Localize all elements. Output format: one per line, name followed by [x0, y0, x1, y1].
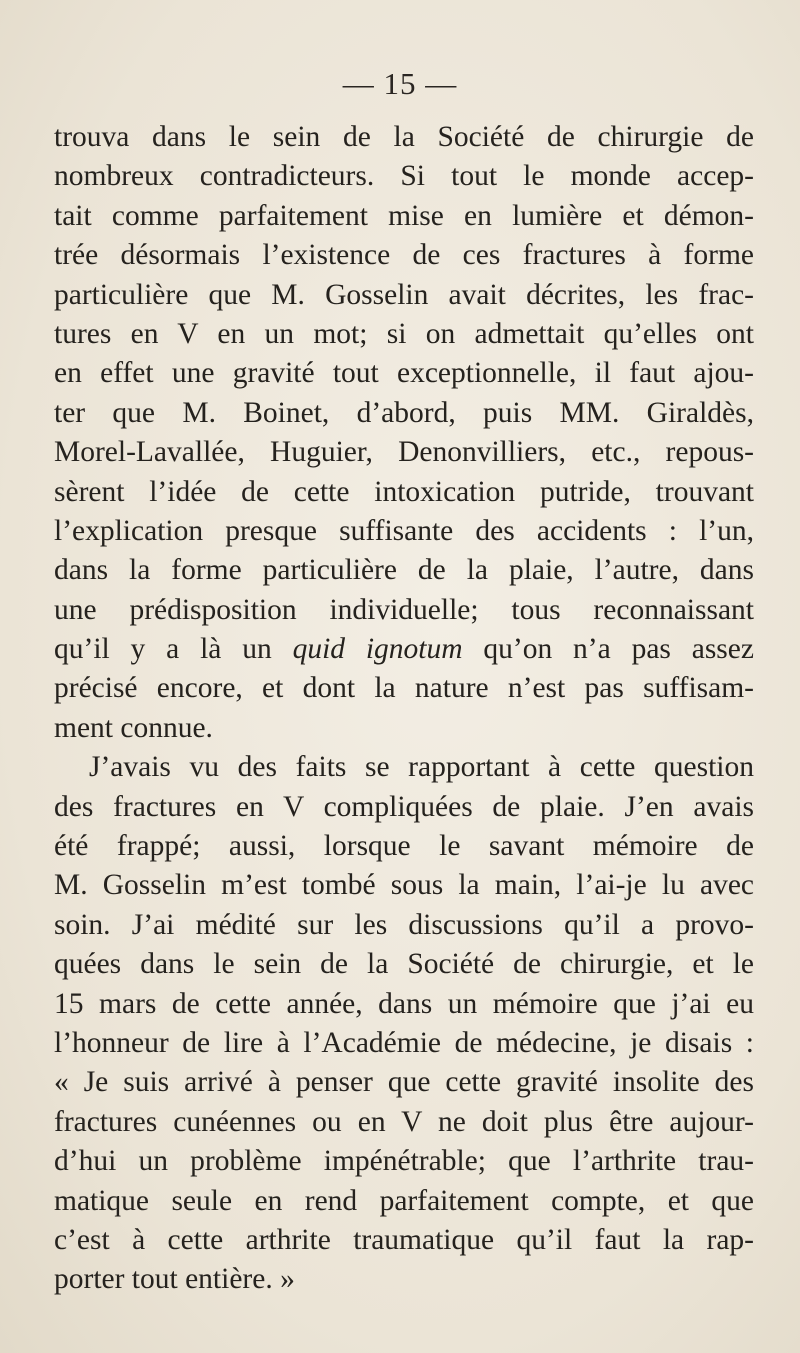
text-line: nombreux contradicteurs. Si tout le monde accep- [54, 160, 754, 193]
text-line: en effet une gravité tout exceptionnelle, il faut ajou- [54, 357, 754, 390]
text-line: été frappé; aussi, lorsque le savant mémoire de [54, 830, 754, 863]
text-line: trée désormais l’existence de ces fractures à forme [54, 239, 754, 272]
text-line: soin. J’ai médité sur les discussions qu’il a provo- [54, 908, 754, 941]
text-line-quid-ignotum [54, 630, 754, 669]
text-line: sèrent l’idée de cette intoxication putride, trouvant [54, 475, 754, 508]
text-line: précisé encore, et dont la nature n’est pas suffisam- [54, 672, 754, 705]
text-line: une prédisposition individuelle; tous reconnaissant [54, 593, 754, 626]
quote-line: « Je suis arrivé à penser que cette gravité insolite des [54, 1066, 754, 1099]
quote-line: matique seule en rend parfaitement compte, et que [54, 1184, 754, 1217]
text-line: quées dans le sein de la Société de chirurgie, et le [54, 948, 754, 981]
page-number: — 15 — [342, 66, 458, 101]
paragraph-start-line: J’avais vu des faits se rapportant à cette question [89, 751, 754, 784]
body-text [54, 118, 754, 1300]
text-line: particulière que M. Gosselin avait décrites, les frac- [54, 278, 754, 311]
text-line: 15 mars de cette année, dans un mémoire que j’ai eu [54, 987, 754, 1020]
text-segment: qu’on n’a pas assez [462, 633, 754, 666]
text-line: tures en V en un mot; si on admettait qu’elles ont [54, 317, 754, 350]
text-line: dans la forme particulière de la plaie, l’autre, dans [54, 554, 754, 587]
text-line: l’explication presque suffisante des accidents : l’un, [54, 514, 754, 547]
text-line: M. Gosselin m’est tombé sous la main, l’ai-je lu avec [54, 869, 754, 902]
quote-line: fractures cunéennes ou en V ne doit plus être aujour- [54, 1105, 754, 1138]
text-line: ter que M. Boinet, d’abord, puis MM. Giraldès, [54, 396, 754, 429]
quote-line: d’hui un problème impénétrable; que l’arthrite trau- [54, 1145, 754, 1178]
text-line: tait comme parfaitement mise en lumière et démon- [54, 199, 754, 232]
text-line: des fractures en V compliquées de plaie. J’en avais [54, 790, 754, 823]
text-line: trouva dans le sein de la Société de chirurgie de [54, 121, 754, 153]
text-segment: qu’il y a là un [54, 633, 293, 666]
text-line: l’honneur de lire à l’Académie de médecine, je disais : [54, 1026, 754, 1059]
paragraph-end-line: ment connue. [54, 711, 213, 744]
quote-line: c’est à cette arthrite traumatique qu’il faut la rap- [54, 1223, 754, 1256]
text-line: Morel-Lavallée, Huguier, Denonvilliers, etc., repous- [54, 436, 754, 469]
italic-phrase: quid ignotum [292, 633, 463, 666]
quote-end-line: porter tout entière. » [54, 1263, 295, 1296]
